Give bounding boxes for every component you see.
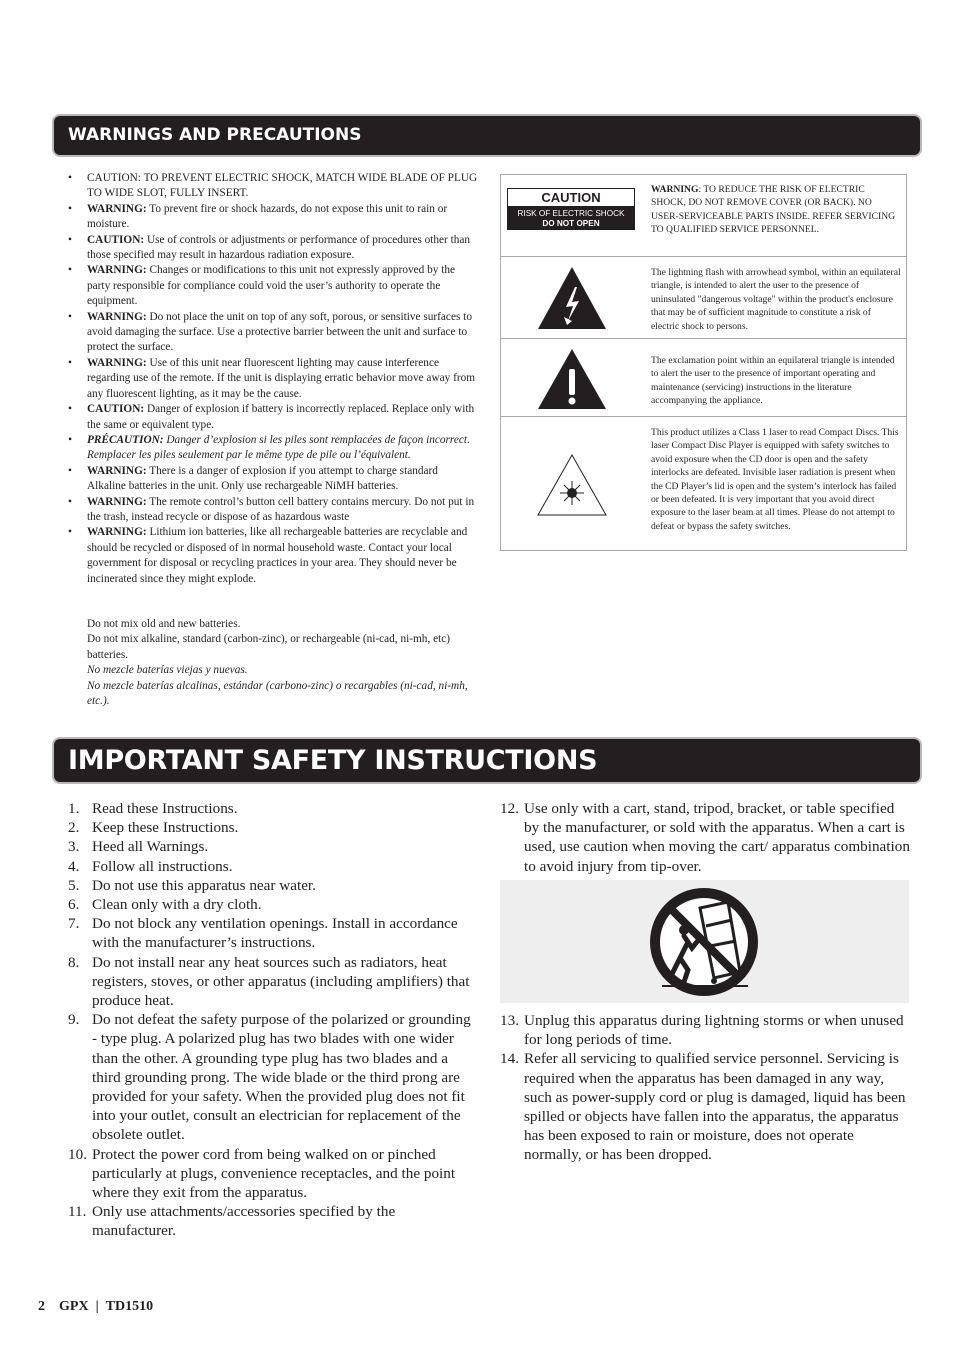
warning-text: Changes or modifications to this unit not expressly approved by the party responsible for compliance could void the user’s authority to operate the equipment.: [87, 264, 456, 308]
instruction-number: 11.: [68, 1203, 87, 1221]
battery-notes: [87, 617, 479, 709]
page-footer: [38, 1298, 153, 1316]
instruction-number: 10.: [68, 1145, 87, 1163]
warning-item: [68, 202, 478, 233]
caution-symbol-row: [501, 175, 906, 257]
instruction-number: 6.: [68, 896, 80, 914]
battery-note: Do not mix alkaline, standard (carbon-zinc), or rechargeable (ni-cad, ni-mh, etc) batteries.: [87, 633, 451, 661]
caution-label-title: CAUTION: [508, 189, 634, 206]
battery-note: Do not mix old and new batteries.: [87, 618, 241, 630]
instruction-text: Refer all servicing to qualified service personnel. Servicing is required when the apparatus has been damaged in any way, such as power-supply cord or plug is damaged, liquid has been spilled or objects have fallen into the apparatus, the apparatus has been exposed to rain or moisture, does not operate normally, or has been dropped.: [524, 1050, 906, 1164]
warning-label: WARNING:: [87, 310, 147, 323]
instruction-text: Keep these Instructions.: [92, 819, 239, 837]
laser-symbol-row: [501, 417, 906, 550]
instruction-text: Read these Instructions.: [92, 800, 238, 817]
warning-text: Use of controls or adjustments or performance of procedures other than those specified may result in hazardous radiation exposure.: [87, 233, 471, 262]
warning-text: To prevent fire or shock hazards, do not expose this unit to rain or moisture.: [87, 202, 448, 231]
footer-model: TD1510: [105, 1299, 154, 1314]
instruction-text: Heed all Warnings.: [92, 838, 209, 856]
instruction-number: 5.: [68, 876, 80, 894]
instruction-item: [68, 914, 478, 952]
lightning-triangle-icon: [536, 265, 608, 331]
warning-item: [68, 263, 478, 309]
warnings-section-header: [54, 116, 920, 155]
warning-item: [68, 464, 478, 495]
instruction-text: Only use attachments/accessories specified by the manufacturer.: [92, 1203, 396, 1240]
instruction-text: Follow all instructions.: [92, 857, 233, 875]
instruction-text: Do not block any ventilation openings. Install in accordance with the manufacturer’s instructions.: [92, 915, 458, 952]
page-number: 2: [38, 1299, 45, 1314]
warning-text: There is a danger of explosion if you attempt to charge standard Alkaline batteries in the unit. Only use rechargeable NiMH batteries.: [87, 464, 438, 493]
instruction-item: [68, 857, 478, 876]
caution-label-line1: RISK OF ELECTRIC SHOCK: [517, 209, 625, 218]
instruction-text: Do not install near any heat sources such as radiators, heat registers, stoves, or other apparatus (including amplifiers) that produce heat.: [92, 953, 470, 1010]
instruction-item: [68, 953, 478, 1011]
footer-brand: GPX: [59, 1299, 89, 1314]
warning-text: Lithium ion batteries, like all rechargeable batteries are recyclable and should be recycled or disposed of in normal household waste. Contact your local government for disposal or recycling practices in your area. They should never be incinerated since they might explode.: [87, 526, 468, 585]
safety-instructions-right-top: [500, 799, 910, 876]
warnings-section-title: WARNINGS AND PRECAUTIONS: [68, 125, 362, 145]
warning-label: WARNING:: [87, 495, 147, 508]
instruction-text: Clean only with a dry cloth.: [92, 896, 262, 914]
instruction-item: [68, 1202, 478, 1240]
warning-text: Danger of explosion if battery is incorrectly replaced. Replace only with the same or equivalent type.: [87, 403, 475, 431]
instruction-text: Protect the power cord from being walked on or pinched particularly at plugs, convenience receptacles, and the point where they exit from the apparatus.: [92, 1145, 456, 1202]
safety-instructions-right-bottom: [500, 1011, 910, 1165]
instruction-number: 7.: [68, 915, 80, 933]
warning-label: WARNING:: [87, 356, 147, 369]
lightning-description: The lightning flash with arrowhead symbol, within an equilateral triangle, is intended to alert the user to the presence of uninsulated "dangerous voltage" within the product's enclosure that may be of sufficient magnitude to constitute a risk of electric shock to persons.: [651, 267, 901, 332]
warning-label: WARNING:: [87, 264, 147, 277]
warning-label: CAUTION:: [87, 233, 145, 246]
warning-label: PRÉCAUTION:: [87, 433, 164, 446]
caution-label-icon: [507, 188, 635, 230]
instruction-number: 3.: [68, 838, 80, 856]
safety-instructions-left: [68, 799, 478, 1241]
safety-symbols-table: [500, 174, 907, 551]
instruction-number: 12.: [500, 800, 519, 817]
instruction-text: Use only with a cart, stand, tripod, bracket, or table specified by the manufacturer, or sold with the apparatus. When a cart is used, use caution when moving the cart/ apparatus combination to avoid injury from tip-over.: [524, 800, 910, 875]
warning-item-french: [68, 433, 478, 464]
warning-text: Danger d’explosion si les piles sont remplacées de façon incorrect. Remplacer les piles seulement par le même type de pile ou l’équivalent.: [87, 433, 470, 462]
instruction-item: [500, 799, 910, 876]
warning-label: WARNING:: [87, 464, 147, 477]
instruction-item: [68, 876, 478, 895]
battery-note-spanish: No mezcle baterías viejas y nuevas.: [87, 664, 248, 677]
instruction-number: 4.: [68, 857, 80, 875]
cart-warning-figure: [500, 880, 909, 1003]
warning-item: [68, 525, 478, 587]
warning-item: [68, 233, 478, 264]
cart-tipover-icon: [648, 886, 760, 998]
exclamation-triangle-icon: [536, 347, 608, 411]
laser-description: This product utilizes a Class 1 laser to read Compact Discs. This laser Compact Disc Player is equipped with safety switches to avoid exposure when the CD door is open and the safety interlocks are defeated. Invisible laser radiation is present when the CD Player’s lid is open and the system’s interlock has failed or been defeated. It is very important that you avoid direct exposure to the laser beam at all times. Please do not attempt to defeat or bypass the safety switches.: [651, 427, 899, 532]
caution-label-line2: DO NOT OPEN: [542, 219, 600, 228]
warnings-list: [68, 171, 478, 587]
instruction-item: [68, 818, 478, 837]
instruction-number: 2.: [68, 819, 80, 837]
instruction-item: [68, 837, 478, 856]
caution-warning-text: : TO REDUCE THE RISK OF ELECTRIC SHOCK, DO NOT REMOVE COVER (OR BACK). NO USER-SERVICEABLE PARTS INSIDE. REFER SERVICING TO QUALIFIED SERVICE PERSONNEL.: [651, 184, 896, 236]
warning-text: CAUTION: TO PREVENT ELECTRIC SHOCK, MATCH WIDE BLADE OF PLUG TO WIDE SLOT, FULLY INSERT.: [87, 172, 478, 200]
warning-text: The remote control’s button cell battery contains mercury. Do not put in the trash, instead recycle or dispose of as hazardous waste: [87, 495, 475, 523]
warning-item: [68, 495, 478, 526]
exclamation-symbol-row: [501, 339, 906, 417]
battery-note-spanish: No mezcle baterías alcalinas, estándar (carbono-zinc) o recargables (ni-cad, ni-mh, etc.).: [87, 679, 468, 708]
warning-item: [68, 356, 478, 402]
laser-warning-icon: [536, 453, 608, 517]
instruction-number: 1.: [68, 800, 80, 817]
footer-separator: |: [95, 1299, 99, 1314]
warning-label: WARNING:: [87, 526, 147, 539]
warning-text: Use of this unit near fluorescent lighting may cause interference regarding use of the remote. If the unit is displaying erratic behavior move away from any fluorescent lighting, as it may be the cause.: [87, 356, 476, 400]
warning-item: [68, 171, 478, 202]
instruction-number: 14.: [500, 1050, 519, 1068]
warning-item: [68, 402, 478, 433]
exclamation-description: The exclamation point within an equilateral triangle is intended to alert the user to the presence of important operating and maintenance (servicing) instructions in the literature accompanying the appliance.: [651, 355, 895, 407]
instruction-number: 9.: [68, 1011, 80, 1029]
instruction-item: [500, 1011, 910, 1049]
warning-label: WARNING:: [87, 202, 147, 215]
warning-text: Do not place the unit on top of any soft, porous, or sensitive surfaces to avoid damaging the surface. Use a protective barrier between the unit and surface to protect the surface.: [87, 310, 472, 354]
instruction-item: [68, 1010, 478, 1144]
instruction-number: 13.: [500, 1012, 519, 1029]
instruction-item: [68, 799, 478, 818]
instruction-number: 8.: [68, 953, 80, 971]
instruction-item: [68, 895, 478, 914]
warning-item: [68, 310, 478, 356]
caution-warning-label: WARNING: [651, 184, 699, 195]
safety-section-title: IMPORTANT SAFETY INSTRUCTIONS: [68, 745, 598, 776]
warning-label: CAUTION:: [87, 403, 145, 416]
lightning-symbol-row: [501, 257, 906, 339]
instruction-item: [68, 1145, 478, 1203]
instruction-item: [500, 1049, 910, 1164]
instruction-text: Unplug this apparatus during lightning storms or when unused for long periods of time.: [524, 1012, 904, 1049]
safety-section-header: [54, 739, 920, 782]
caution-description: [651, 183, 901, 237]
instruction-text: Do not defeat the safety purpose of the polarized or grounding - type plug. A polarized plug has two blades with one wider than the other. A grounding type plug has two blades and a third grounding prong. The wide blade or the third prong are provided for your safety. When the provided plug does not fit into your outlet, consult an electrician for replacement of the obsolete outlet.: [92, 1011, 471, 1144]
instruction-text: Do not use this apparatus near water.: [92, 876, 316, 894]
